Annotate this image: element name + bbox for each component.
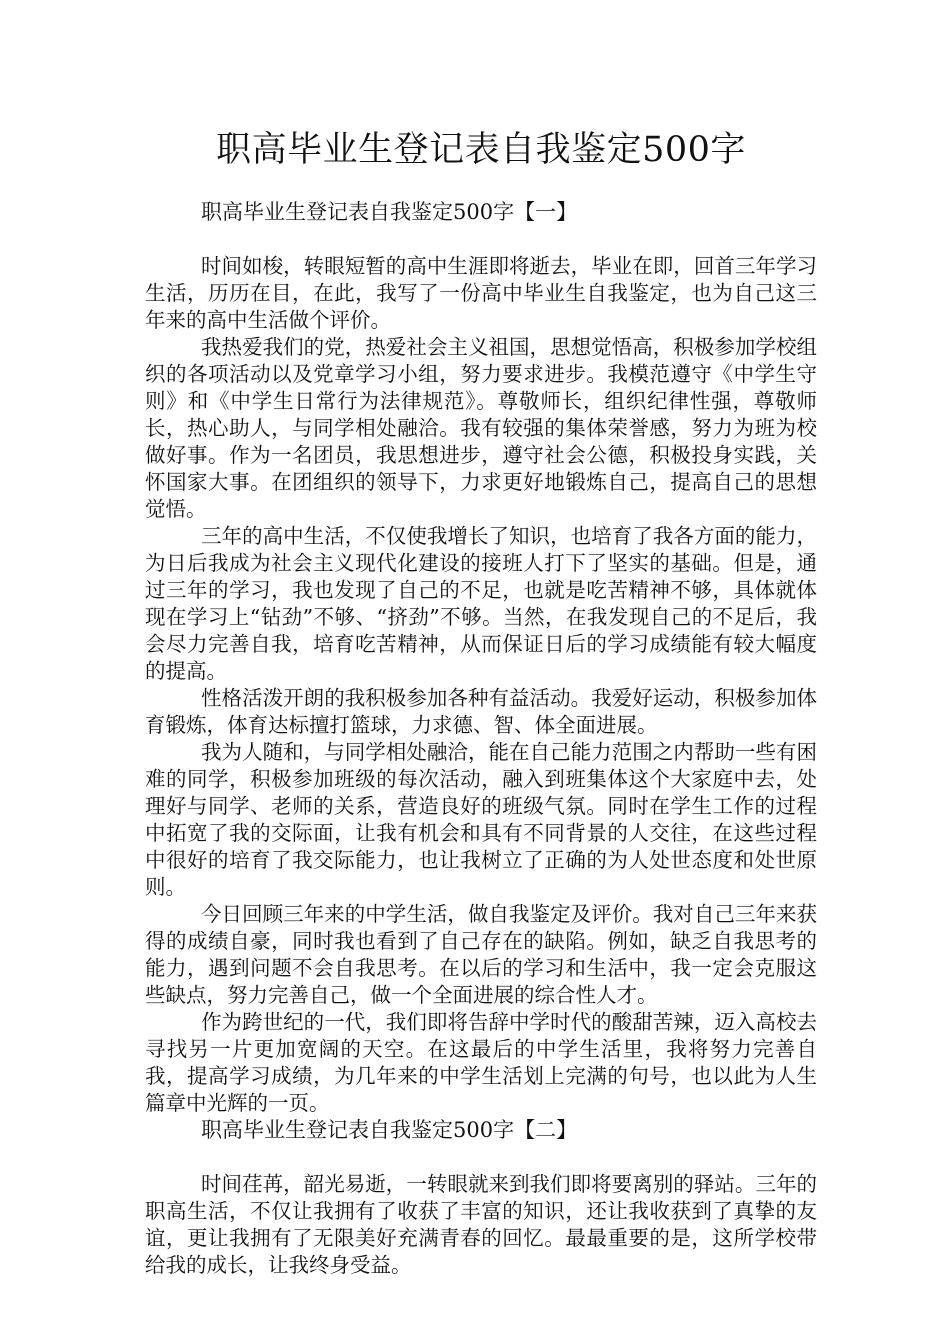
paragraph: 今日回顾三年来的中学生活，做自我鉴定及评价。我对自己三年来获得的成绩自豪，同时我也看到了自己存在的缺陷。例如，缺乏自我思考的能力，遇到问题不会自我思考。在以后的学习和生活中，我一定会克服这些缺点，努力完善自己，做一个全面进展的综合性人才。 (145, 902, 817, 1007)
document-body (145, 199, 817, 1279)
section-heading-1: 职高毕业生登记表自我鉴定500字【一】 (201, 200, 578, 224)
paragraph: 我热爱我们的党，热爱社会主义祖国，思想觉悟高，积极参加学校组织的各项活动以及党章学习小组，努力要求进步。我模范遵守《中学生守则》和《中学生日常行为法律规范》。尊敬师长，组织纪律性强，尊敬师长，热心助人，与同学相处融洽。我有较强的集体荣誉感，努力为班为校做好事。作为一名团员，我思想进步，遵守社会公德，积极投身实践，关怀国家大事。在团组织的领导下，力求更好地锻炼自己，提高自己的思想觉悟。 (145, 335, 817, 521)
paragraph: 三年的高中生活，不仅使我增长了知识，也培育了我各方面的能力，为日后我成为社会主义现代化建设的接班人打下了坚实的基础。但是，通过三年的学习，我也发现了自己的不足，也就是吃苦精神不够，具体就体现在学习上“钻劲”不够、“挤劲”不够。当然，在我发现自己的不足后，我会尽力完善自我，培育吃苦精神，从而保证日后的学习成绩能有较大幅度的提高。 (145, 524, 817, 683)
blank-line (145, 1144, 817, 1171)
paragraph: 我为人随和，与同学相处融洽，能在自己能力范围之内帮助一些有困难的同学，积极参加班级的每次活动，融入到班集体这个大家庭中去，处理好与同学、老师的关系，营造良好的班级气氛。同时在学生工作的过程中拓宽了我的交际面，让我有机会和具有不同背景的人交往，在这些过程中很好的培育了我交际能力，也让我树立了正确的为人处世态度和处世原则。 (145, 740, 817, 899)
blank-line (145, 226, 817, 253)
paragraph: 时间荏苒，韶光易逝，一转眼就来到我们即将要离别的驿站。三年的职高生活，不仅让我拥有了收获了丰富的知识，还让我收获到了真挚的友谊，更让我拥有了无限美好充满青春的回忆。最最重要的是，这所学校带给我的成长，让我终身受益。 (145, 1172, 817, 1277)
section-heading-2: 职高毕业生登记表自我鉴定500字【二】 (201, 1118, 578, 1142)
paragraph: 时间如梭，转眼短暂的高中生涯即将逝去，毕业在即，回首三年学习生活，历历在目，在此，我写了一份高中毕业生自我鉴定，也为自己这三年来的高中生活做个评价。 (145, 254, 817, 332)
paragraph: 性格活泼开朗的我积极参加各种有益活动。我爱好运动，积极参加体育锻炼，体育达标擅打篮球，力求德、智、体全面进展。 (145, 686, 817, 737)
paragraph: 作为跨世纪的一代，我们即将告辞中学时代的酸甜苦辣，迈入高校去寻找另一片更加宽阔的天空。在这最后的中学生活里，我将努力完善自我，提高学习成绩，为几年来的中学生活划上完满的句号，也以此为人生篇章中光辉的一页。 (145, 1010, 817, 1115)
document-title: 职高毕业生登记表自我鉴定500字 (216, 130, 746, 170)
